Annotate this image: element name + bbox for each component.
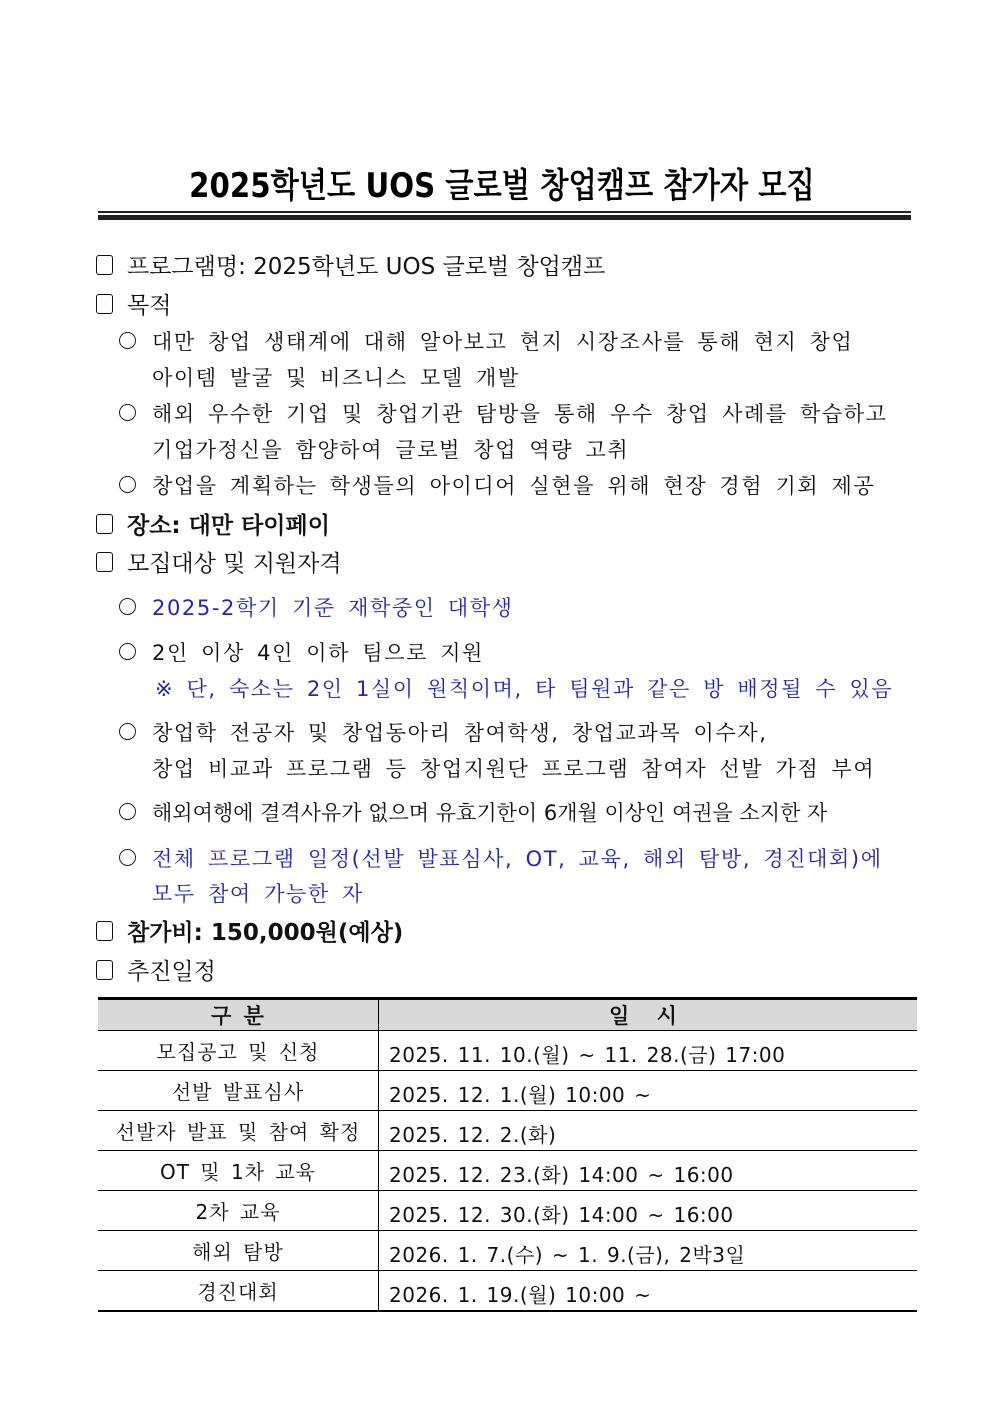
schedule-item: 해외 탐방 (98, 1231, 379, 1271)
schedule-item: 2차 교육 (98, 1191, 379, 1231)
eligibility-note: ※ 단, 숙소는 2인 1실이 원칙이며, 타 팀원과 같은 방 배정될 수 있음 (155, 677, 894, 701)
purpose-item-1 (119, 326, 853, 356)
table-row (98, 1271, 917, 1312)
section-purpose (96, 287, 171, 320)
table-row (98, 1031, 917, 1071)
eligibility-item-5-cont: 모두 참여 가능한 자 (152, 882, 364, 906)
schedule-item: 선발자 발표 및 참여 확정 (98, 1111, 379, 1151)
circle-bullet-icon (119, 598, 136, 615)
schedule-item: 선발 발표심사 (98, 1071, 379, 1111)
section-label: 목적 (127, 293, 172, 319)
eligibility-item-5 (119, 843, 883, 873)
schedule-item: OT 및 1차 교육 (98, 1151, 379, 1191)
title-divider-thick (98, 215, 911, 220)
section-location (96, 507, 330, 540)
table-row (98, 1231, 917, 1271)
table-header-row (98, 999, 917, 1031)
square-bullet-icon (96, 255, 113, 275)
section-schedule (96, 953, 216, 986)
eligibility-item-4 (119, 797, 827, 827)
square-bullet-icon (96, 921, 113, 941)
table-row (98, 1111, 917, 1151)
section-fee (96, 914, 403, 947)
schedule-table (98, 997, 917, 1312)
circle-bullet-icon (119, 404, 136, 421)
circle-bullet-icon (119, 643, 136, 660)
section-program-name (96, 248, 605, 281)
column-header-item: 구 분 (98, 999, 379, 1031)
schedule-date: 2025. 11. 10.(월) ~ 11. 28.(금) 17:00 (379, 1031, 918, 1071)
purpose-item-2-cont: 기업가정신을 함양하여 글로벌 창업 역량 고취 (152, 438, 630, 462)
section-label: 참가비: 150,000원(예상) (127, 920, 404, 946)
item-text: 2025-2학기 기준 재학중인 대학생 (152, 596, 514, 620)
purpose-item-1-cont: 아이템 발굴 및 비즈니스 모델 개발 (152, 366, 520, 390)
section-label: 추진일정 (127, 959, 216, 985)
square-bullet-icon (96, 294, 113, 314)
schedule-date: 2025. 12. 30.(화) 14:00 ~ 16:00 (379, 1191, 918, 1231)
table-row (98, 1151, 917, 1191)
eligibility-item-2 (119, 637, 484, 667)
item-text: 창업학 전공자 및 창업동아리 참여학생, 창업교과목 이수자, (152, 721, 768, 745)
eligibility-item-3-cont: 창업 비교과 프로그램 등 창업지원단 프로그램 참여자 선발 가점 부여 (152, 757, 876, 781)
item-text: 해외여행에 결격사유가 없으며 유효기한이 6개월 이상인 여권을 소지한 자 (152, 801, 828, 825)
circle-bullet-icon (119, 849, 136, 866)
section-label: 프로그램명: 2025학년도 UOS 글로벌 창업캠프 (127, 254, 606, 280)
column-header-date: 일 시 (379, 999, 918, 1031)
schedule-item: 경진대회 (98, 1271, 379, 1312)
item-text: 해외 우수한 기업 및 창업기관 탐방을 통해 우수 창업 사례를 학습하고 (152, 402, 888, 426)
eligibility-item-3 (119, 717, 767, 747)
square-bullet-icon (96, 552, 113, 572)
purpose-item-2 (119, 398, 888, 428)
item-text: 대만 창업 생태계에 대해 알아보고 현지 시장조사를 통해 현지 창업 (152, 330, 854, 354)
table-row (98, 1071, 917, 1111)
section-label: 장소: 대만 타이페이 (127, 513, 330, 539)
section-eligibility (96, 545, 342, 578)
circle-bullet-icon (119, 476, 136, 493)
item-text: 2인 이상 4인 이하 팀으로 지원 (152, 641, 485, 665)
schedule-date: 2025. 12. 1.(월) 10:00 ~ (379, 1071, 918, 1111)
schedule-item: 모집공고 및 신청 (98, 1031, 379, 1071)
purpose-item-3 (119, 470, 875, 500)
schedule-date: 2026. 1. 19.(월) 10:00 ~ (379, 1271, 918, 1312)
table-row (98, 1191, 917, 1231)
schedule-date: 2025. 12. 2.(화) (379, 1111, 918, 1151)
schedule-date: 2025. 12. 23.(화) 14:00 ~ 16:00 (379, 1151, 918, 1191)
circle-bullet-icon (119, 723, 136, 740)
eligibility-item-1 (119, 592, 514, 622)
title-divider-thin (98, 211, 911, 213)
square-bullet-icon (96, 514, 113, 534)
circle-bullet-icon (119, 803, 136, 820)
page-title: 2025학년도 UOS 글로벌 창업캠프 참가자 모집 (189, 166, 815, 206)
circle-bullet-icon (119, 332, 136, 349)
item-text: 전체 프로그램 일정(선발 발표심사, OT, 교육, 해외 탐방, 경진대회)에 (152, 847, 883, 871)
section-label: 모집대상 및 지원자격 (127, 551, 342, 577)
schedule-date: 2026. 1. 7.(수) ~ 1. 9.(금), 2박3일 (379, 1231, 918, 1271)
item-text: 창업을 계획하는 학생들의 아이디어 실현을 위해 현장 경험 기회 제공 (152, 474, 876, 498)
square-bullet-icon (96, 960, 113, 980)
